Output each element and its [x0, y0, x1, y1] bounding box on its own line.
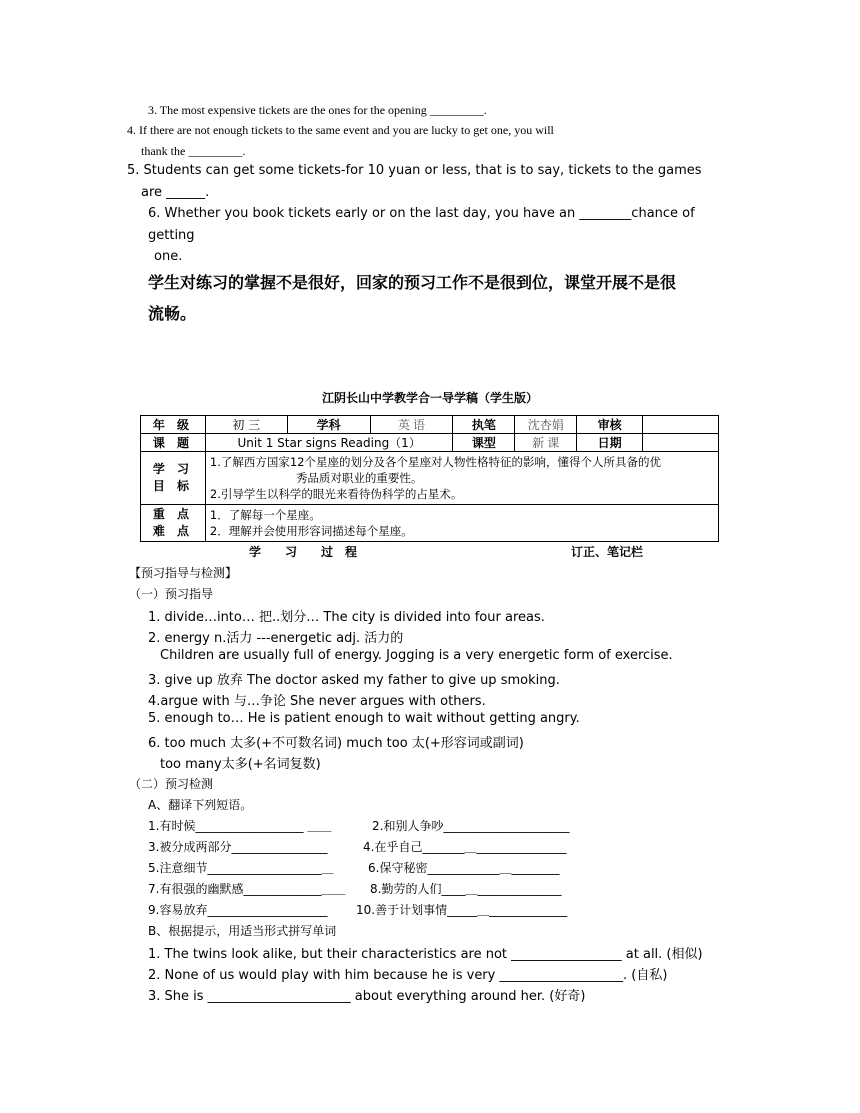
type-value: 新 课 [515, 434, 577, 452]
topic-label: 课 题 [141, 434, 206, 452]
key-point-2: 2．理解并会使用形容词描述每个星座。 [209, 524, 413, 538]
key-points [205, 505, 718, 542]
guide-item: 1. divide…into… 把..划分… The city is divided into four areas. [148, 610, 545, 625]
goals-label [141, 452, 206, 505]
preview-part2-title: （二）预习检测 [129, 777, 214, 791]
phrase-left: 3.被分成两部分________________ [148, 840, 328, 854]
date-label: 日期 [577, 434, 643, 452]
process-header: 学 习 过 程 [249, 545, 358, 559]
fill-item: 3. She is ______________________ about everything around her. (好奇) [148, 989, 586, 1004]
lesson-info-table [140, 415, 719, 542]
author-label: 执笔 [453, 416, 515, 434]
review-label: 审核 [577, 416, 643, 434]
guide-item: 5. enough to… He is patient enough to wait without getting angry. [148, 711, 580, 726]
type-label: 课型 [453, 434, 515, 452]
goals-label-line2: 目 标 [152, 479, 194, 493]
goals-label-line1: 学 习 [152, 462, 194, 476]
topic-value: Unit 1 Star signs Reading（1） [205, 434, 453, 452]
goal-1a: 1.了解西方国家12个星座的划分及各个星座对人物性格特征的影响，懂得个人所具备的优 [209, 455, 661, 469]
review-value [643, 416, 719, 434]
reflection-line1: 学生对练习的掌握不是很好，回家的预习工作不是很到位，课堂开展不是很 [148, 273, 677, 292]
guide-item: Children are usually full of energy. Jogging is a very energetic form of exercise. [160, 648, 673, 663]
part-b-title: B、根据提示，用适当形式拼写单词 [148, 924, 337, 938]
exercise-q5-line1: 5. Students can get some tickets-for 10 yuan or less, that is to say, tickets to the games [127, 163, 702, 178]
exercise-q6-line1: 6. Whether you book tickets early or on the last day, you have an ________chance of [148, 206, 695, 221]
preview-part1-title: （一）预习指导 [129, 587, 214, 601]
exercise-q4-line1: 4. If there are not enough tickets to the same event and you are lucky to get one, you will [127, 123, 554, 137]
part-a-title: A、翻译下列短语。 [148, 798, 253, 812]
key-label-line2: 难 点 [152, 524, 194, 538]
grade-label: 年 级 [141, 416, 206, 434]
notes-header: 订正、笔记栏 [571, 545, 644, 559]
exercise-q6-line3: one. [154, 249, 183, 264]
phrase-left: 7.有很强的幽默感_____________＿＿ [148, 882, 346, 896]
learning-goals [205, 452, 718, 505]
phrase-right: 2.和别人争吵_____________________ [372, 819, 570, 833]
reflection-line2: 流畅。 [148, 304, 197, 323]
exercise-q6-line2: getting [148, 228, 195, 243]
phrase-left: 1.有时候__________________ ＿＿ [148, 819, 332, 833]
key-point-1: 1．了解每一个星座。 [209, 508, 321, 522]
date-value [643, 434, 719, 452]
key-points-label [141, 505, 206, 542]
guide-item: 3. give up 放弃 The doctor asked my father to give up smoking. [148, 673, 560, 688]
phrase-left: 9.容易放弃____________________ [148, 903, 328, 917]
goal-1b: 秀品质对职业的重要性。 [295, 471, 423, 485]
fill-item: 1. The twins look alike, but their characteristics are not _________________ at all. (相似) [148, 947, 703, 962]
exercise-q5-line2: are ______. [141, 185, 210, 200]
exercise-q3: 3. The most expensive tickets are the ones for the opening _________. [148, 103, 487, 117]
author-value: 沈杏娟 [515, 416, 577, 434]
subject-value: 英 语 [370, 416, 453, 434]
grade-value: 初 三 [205, 416, 287, 434]
key-label-line1: 重 点 [152, 507, 194, 521]
guide-item: 4.argue with 与…争论 She never argues with others. [148, 694, 486, 709]
subject-label: 学科 [287, 416, 370, 434]
phrase-left: 5.注意细节___________________＿ [148, 861, 334, 875]
guide-item: 2. energy n.活力 ---energetic adj. 活力的 [148, 631, 404, 646]
document-title: 江阴长山中学教学合一导学稿（学生版） [321, 391, 538, 405]
phrase-right: 6.保守秘密____________＿________ [368, 861, 560, 875]
guide-item: 6. too much 太多(+不可数名词) much too 太(+形容词或副词) [148, 736, 524, 751]
guide-item: too many太多(+名词复数) [160, 757, 321, 772]
fill-item: 2. None of us would play with him because he is very ___________________. (自私) [148, 968, 668, 983]
preview-section-title: 【预习指导与检测】 [129, 566, 238, 580]
phrase-right: 8.勤劳的人们____＿______________ [370, 882, 562, 896]
goal-2: 2.引导学生以科学的眼光来看待伪科学的占星术。 [209, 487, 463, 501]
exercise-q4-line2: thank the _________. [141, 144, 246, 158]
phrase-right: 10.善于计划事情_____＿_____________ [356, 903, 568, 917]
phrase-right: 4.在乎自己_______＿_______________ [363, 840, 567, 854]
